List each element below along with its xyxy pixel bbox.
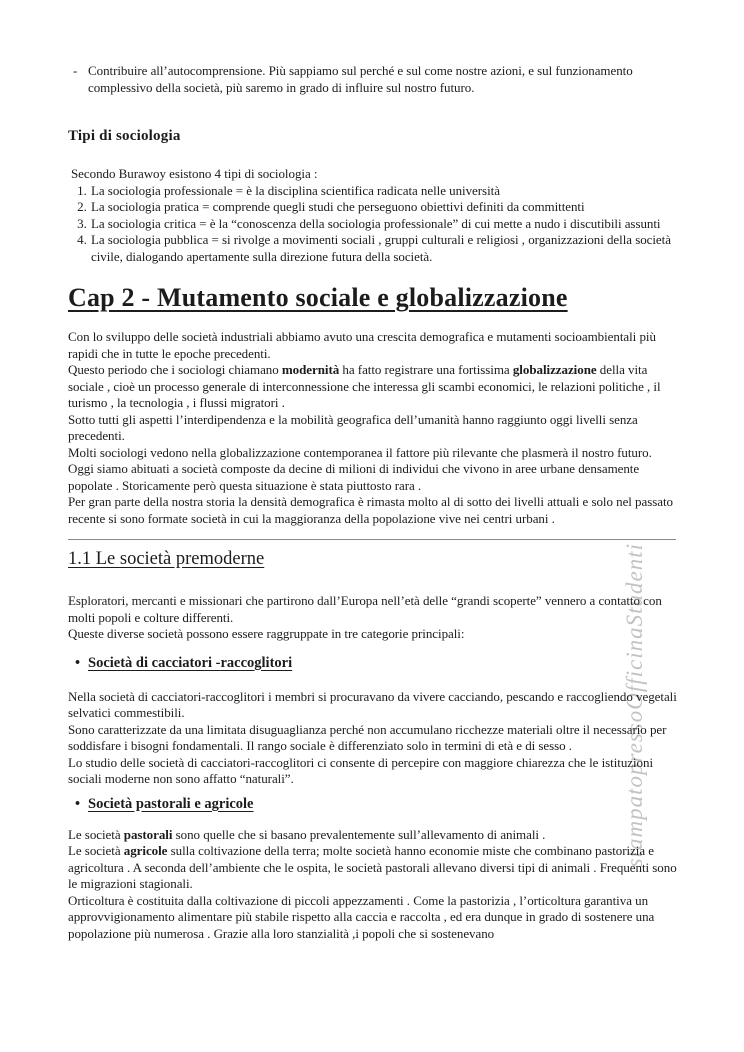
page-content <box>68 63 680 942</box>
paragraph: Queste diverse società possono essere raggruppate in tre categorie principali: <box>68 626 465 641</box>
pastoral-agricultural-heading-text: Società pastorali e agricole <box>88 795 254 812</box>
paragraph: Per gran parte della nostra storia la densità demografica è rimasta molto al di sotto dei livelli attuali e solo nel passato recente si sono formate società in cui la maggioranza della popolazione vive nei centri urbani . <box>68 494 673 526</box>
tipi-di-sociologia-heading: Tipi di sociologia <box>68 128 181 144</box>
paragraph: Sono caratterizzate da una limitata disuguaglianza perché non accumulano ricchezze materiali oltre il necessario per soddisfare i bisogni fondamentali. Il rango sociale è differenziato solo in termini di età e di sesso . <box>68 721 667 753</box>
list-item: 3. La sociologia critica = è la “conoscenza della sociologia professionale” di cui mette a nudo i discutibili assunti <box>90 216 680 233</box>
paragraph: Con lo sviluppo delle società industriali abbiamo avuto una crescita demografica e mutamenti socioambientali più rapidi che in tutte le epoche precedenti. <box>68 329 656 361</box>
section-1-1-title: 1.1 Le società premoderne <box>68 549 265 569</box>
bullet-marker: • <box>75 654 81 671</box>
sociology-types-list <box>68 183 680 266</box>
list-item: 2. La sociologia pratica = comprende quegli studi che perseguono obiettivi definiti da committenti <box>90 199 680 216</box>
tipi-intro-line: Secondo Burawoy esistono 4 tipi di sociologia : <box>71 166 318 181</box>
chapter-intro-paragraphs <box>68 329 680 527</box>
chapter-title: Cap 2 - Mutamento sociale e globalizzazione <box>68 283 568 312</box>
paragraph: Esploratori, mercanti e missionari che partirono dall’Europa nell’età delle “grandi scoperte” vennero a contatto con molti popoli e colture differenti. <box>68 593 662 625</box>
list-item: 4. La sociologia pubblica = si rivolge a movimenti sociali , gruppi culturali e religiosi , organizzazioni della società civile, dialogando apertamente sulla direzione futura della società. <box>90 232 680 265</box>
list-item: 1. La sociologia professionale = è la disciplina scientifica radicata nelle università <box>90 183 680 200</box>
intro-bullet-text: Contribuire all’autocomprensione. Più sappiamo sul perché e sul come nostre azioni, e sul funzionamento complessivo della società, più saremo in grado di influire sul nostro futuro. <box>88 63 633 95</box>
intro-bullet-item <box>68 63 680 96</box>
hunters-gatherers-heading-text: Società di cacciatori -raccoglitori <box>88 654 293 671</box>
pastoral-agricultural-paragraphs <box>68 827 680 943</box>
paragraph: Le società pastorali sono quelle che si basano prevalentemente sull’allevamento di animali . <box>68 826 546 842</box>
dash-bullet-marker: - <box>73 63 78 78</box>
bullet-marker: • <box>75 795 81 812</box>
paragraph: Molti sociologi vedono nella globalizzazione contemporanea il fattore più rilevante che plasmerà il nostro futuro. <box>68 444 652 460</box>
hunters-gatherers-paragraphs <box>68 689 680 788</box>
paragraph: Questo periodo che i sociologi chiamano modernità ha fatto registrare una fortissima globalizzazione della vita sociale , cioè un processo generale di interconnessione che interessa gli scambi economici, le relazioni politiche , il turismo , la tecnologia , i flussi migratori . <box>68 362 661 410</box>
paragraph: Oggi siamo abituati a società composte da decine di milioni di individui che vivono in aree urbane densamente popolate . Storicamente però questa situazione è stata piuttosto rara . <box>68 461 640 493</box>
paragraph: Nella società di cacciatori-raccoglitori i membri si procuravano da vivere cacciando, pescando e raccogliendo vegetali selvatici commestibili. <box>68 688 677 720</box>
paragraph: Le società agricole sulla coltivazione della terra; molte società hanno economie miste che combinano pastorizia e agricoltura . A seconda dell’ambiente che le ospita, le società pastorali allevano diversi tipi di animali . Frequenti sono le migrazioni stagionali. <box>68 843 677 891</box>
pastoral-agricultural-heading <box>68 795 680 814</box>
paragraph: Orticoltura è costituita dalla coltivazione di piccoli appezzamenti . Come la pastorizia , l’orticoltura garantiva un approvvigionamento alimentare più stabile rispetto alla caccia e raccolta , ed era dunque in grado di sostenere una popolazione più numerosa . Grazie alla loro stanzialità ,i popoli che si sostenevano <box>68 892 655 941</box>
paragraph: Sotto tutti gli aspetti l’interdipendenza e la mobilità geografica dell’umanità hanno raggiunto oggi livelli senza precedenti. <box>68 411 638 443</box>
section-divider-line <box>68 539 676 540</box>
hunters-gatherers-heading <box>68 654 680 673</box>
section-1-1-paragraphs <box>68 593 680 643</box>
paragraph: Lo studio delle società di cacciatori-raccoglitori ci consente di percepire con maggiore chiarezza che le istituzioni sociali moderne non sono affatto “naturali”. <box>68 754 654 786</box>
watermark-text: stampatopressoOfficinaStudenti <box>622 543 647 868</box>
